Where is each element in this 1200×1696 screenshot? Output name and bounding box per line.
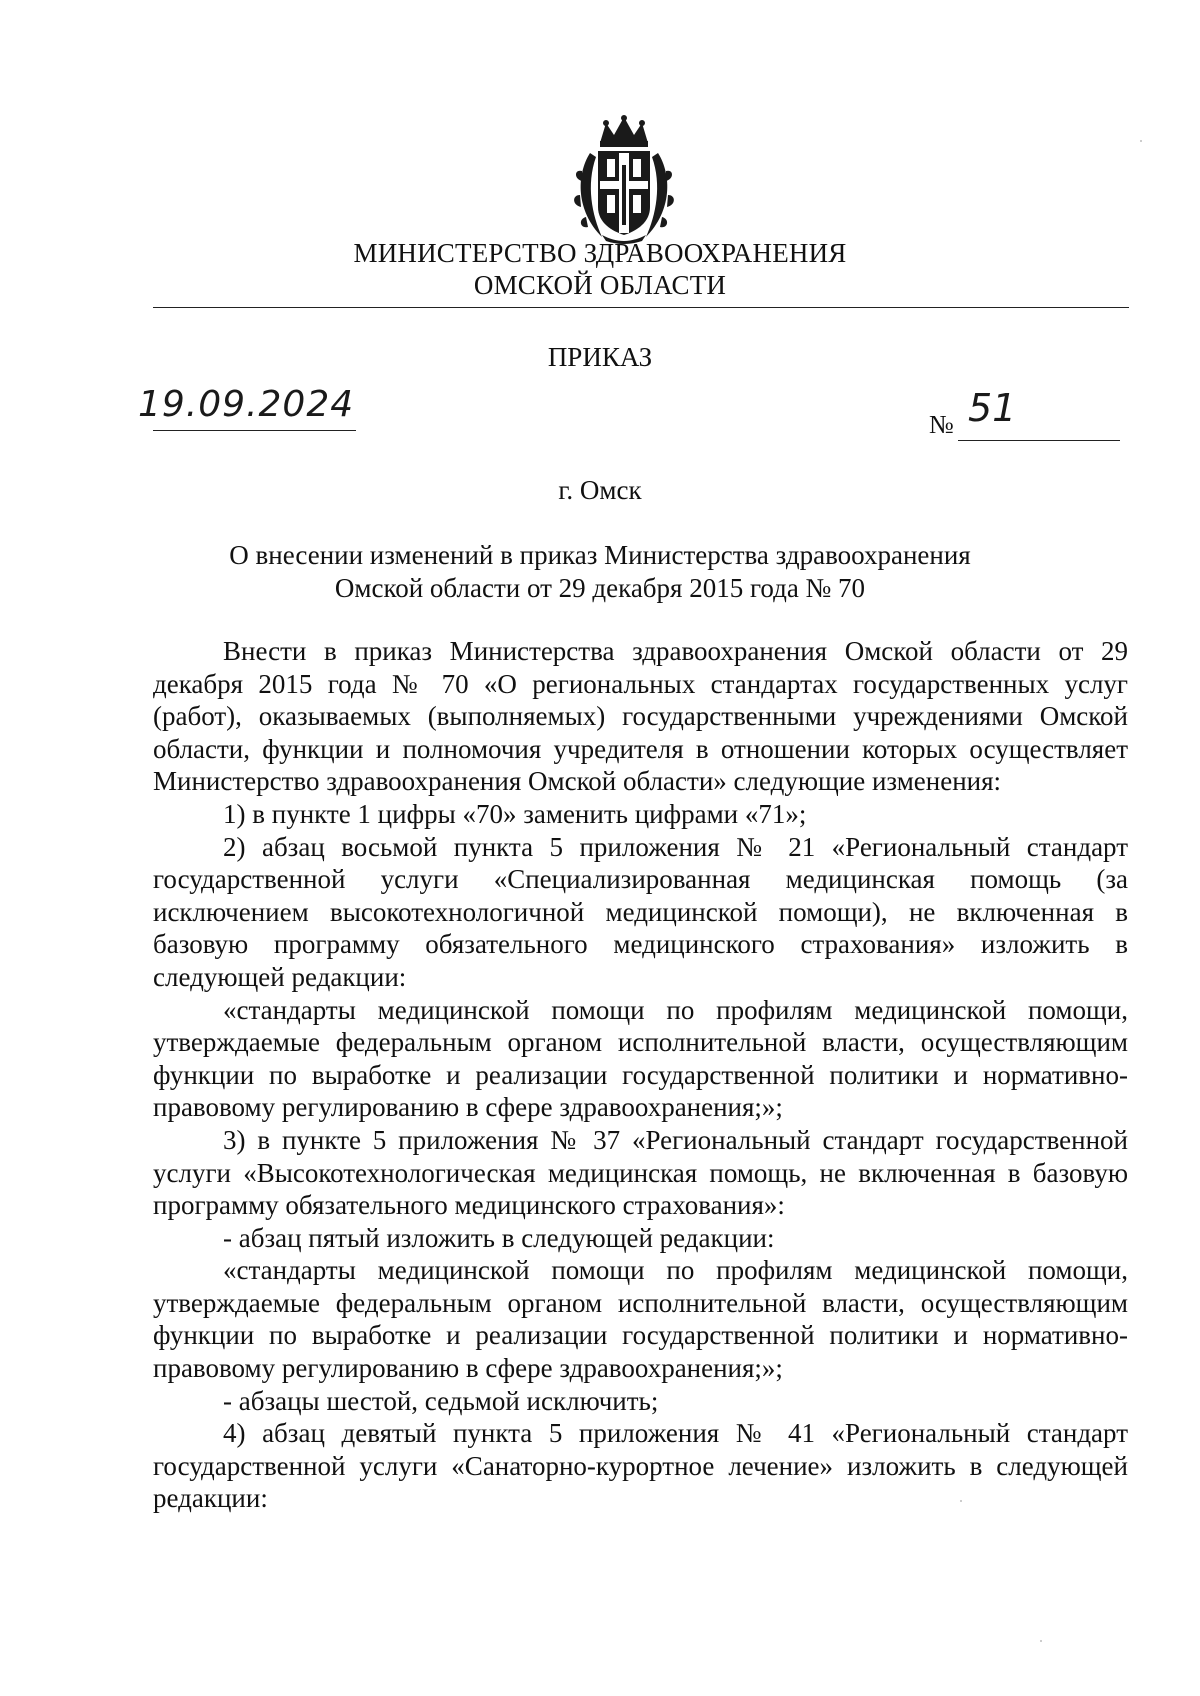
order-number-handwritten: 51 (968, 386, 1017, 430)
number-underline (958, 440, 1120, 441)
body-paragraph: 2) абзац восьмой пункта 5 приложения № 21 «Региональный стандарт государственной услуги «Специализированная медицинская помощь (за исключением высокотехнологичной медицинской помощи), не включенная в базовую программу обязательного медицинского страхования» изложить в следующей редакции: (153, 831, 1128, 992)
date-underline (153, 430, 356, 431)
scan-speck (960, 1500, 962, 1502)
omsk-coat-of-arms-icon (572, 115, 676, 245)
subject-line2: Омской области от 29 декабря 2015 года № 70 (334, 573, 866, 603)
order-body (153, 635, 1128, 1515)
body-paragraph: «стандарты медицинской помощи по профилям медицинской помощи, утверждаемые федеральным органом исполнительной власти, осуществляющим функции по выработке и реализации государственной политики и нормативно-правовому регулированию в сфере здравоохранения;»; (153, 994, 1128, 1123)
body-paragraph: 4) абзац девятый пункта 5 приложения № 41 «Региональный стандарт государственной услуги «Санаторно-курортное лечение» изложить в следующей редакции: (153, 1418, 1128, 1514)
subject-line1: О внесении изменений в приказ Министерства здравоохранения (229, 540, 971, 570)
scan-speck (1040, 1640, 1042, 1642)
body-paragraph: Внести в приказ Министерства здравоохранения Омской области от 29 декабря 2015 года № 70 «О региональных стандартах государственных услуг (работ), оказываемых (выполняемых) государственными учреждениями Омской области, функции и полномочия учредителя в отношении которых осуществляет Министерство здравоохранения Омской области» следующие изменения: (153, 636, 1128, 797)
order-date-handwritten: 19.09.2024 (138, 384, 355, 425)
document-type-title: ПРИКАЗ (547, 342, 653, 372)
body-paragraph: 3) в пункте 5 приложения № 37 «Региональный стандарт государственной услуги «Высокотехнологическая медицинская помощь, не включенная в базовую программу обязательного медицинского страхования»: (153, 1124, 1128, 1221)
body-paragraph: 1) в пункте 1 цифры «70» заменить цифрами «71»; (223, 798, 807, 829)
header-divider (153, 307, 1129, 308)
order-number-label: № (929, 410, 954, 439)
city-line: г. Омск (558, 475, 642, 505)
scan-speck (1140, 140, 1142, 142)
ministry-name-line2: ОМСКОЙ ОБЛАСТИ (473, 270, 727, 300)
body-paragraph: - абзац пятый изложить в следующей редакции: (223, 1222, 775, 1253)
body-paragraph: «стандарты медицинской помощи по профилям медицинской помощи, утверждаемые федеральным органом исполнительной власти, осуществляющим функции по выработке и реализации государственной политики и нормативно-правовому регулированию в сфере здравоохранения;»; (153, 1255, 1128, 1384)
body-paragraph: - абзацы шестой, седьмой исключить; (223, 1385, 659, 1416)
ministry-name-line1: МИНИСТЕРСТВО ЗДРАВООХРАНЕНИЯ (353, 238, 847, 268)
